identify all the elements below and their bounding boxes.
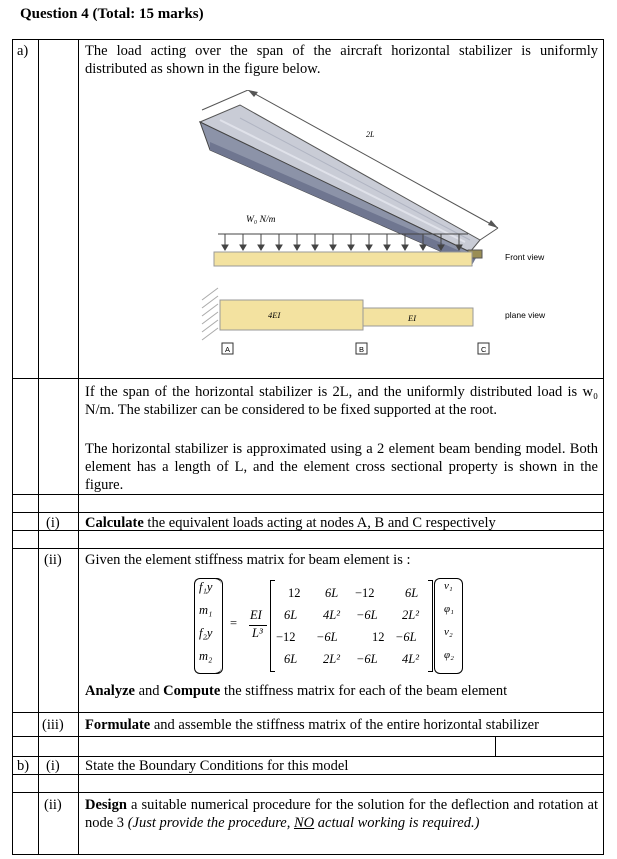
part-a-ii-conj: and [134,683,164,699]
lhs-f2y: f₂y [199,626,213,640]
part-a-ii-verb-2: Compute [163,683,221,699]
k-2-2: 12 [372,630,385,644]
rhs-phi2: φ₂ [444,649,454,661]
k-1-1: 4L² [323,608,340,622]
part-b-i-label: (i) [46,758,60,774]
k-3-2: −6L [356,652,378,666]
part-a-iii-question [85,716,539,734]
k-2-0: −12 [276,630,296,644]
part-b-ii-question [85,796,598,832]
k-3-1: 2L² [323,652,340,666]
part-a-label: a) [17,43,29,59]
coef-denominator: L³ [252,626,263,640]
part-a-ii-label: (ii) [44,552,62,568]
part-b-ii-note-a: (Just provide the procedure, [127,815,294,831]
k-1-3: 2L² [402,608,419,622]
part-a-ii-task [85,682,507,700]
k-0-3: 6L [405,586,419,600]
plane-view-label: plane view [505,310,546,320]
lhs-m2: m₂ [199,649,213,663]
part-a-i-label: (i) [46,515,60,531]
coef-numerator: EI [250,608,262,622]
part-a-ii-task-text: the stiffness matrix for each of the beam element [220,683,508,699]
part-b-ii-text: a suitable numerical procedure for the solution for the deflection and rotation at node 3 [85,797,598,831]
front-view-label: Front view [505,252,545,262]
k-1-2: −6L [356,608,378,622]
question-title: Question 4 (Total: 15 marks) [20,6,204,22]
k-1-0: 6L [284,608,298,622]
stiffness-matrix-equation: f₁y m₁ f₂y m₂ = EI L³ 12 6L −12 6L 6L 4L² −6L 2L² −12 −6L 12 −6L 6L 2L² −6L 4L² v₁ φ₁ v₂ φ₂ [190,578,490,676]
part-a-iii-label: (iii) [42,717,64,733]
rhs-phi1: φ₁ [444,603,454,615]
lhs-f1y: f₁y [199,580,213,594]
part-a-paragraph-2: The horizontal stabilizer is approximated using a 2 element beam bending model. Both element has a length of L, and the element cross sectional property is shown in the figure. [85,441,598,493]
part-a-i-question [85,514,496,532]
part-a-iii-verb: Formulate [85,717,151,733]
k-2-1: −6L [316,630,338,644]
k-3-0: 6L [284,652,298,666]
part-a-paragraph-1: If the span of the horizontal stabilizer is 2L, and the uniformly distributed load is w₀ N/m. The stabilizer can be considered to be fixed supported at the root. [85,384,598,418]
element-2-property: EI [408,313,417,323]
part-a-ii-question: Given the element stiffness matrix for beam element is : [85,552,411,568]
part-b-ii-note-b: actual working is required.) [314,815,480,831]
k-3-3: 4L² [402,652,419,666]
fixed-support-hatch [202,288,218,340]
element-2-rect [363,308,473,326]
node-a-label: A [225,345,231,354]
element-1-property: 4EI [268,310,281,320]
part-b-ii-note-no: NO [293,815,315,831]
k-0-0: 12 [288,586,301,600]
stabilizer-figure [180,90,600,370]
k-0-2: −12 [355,586,375,600]
part-b-ii-label: (ii) [44,797,62,813]
front-view-beam [214,252,472,266]
wing-drawing [200,90,498,265]
load-label: W₀ N/m [246,215,276,225]
node-b-label: B [359,345,365,354]
part-a-i-text: the equivalent loads acting at nodes A, B and C respectively [143,515,496,531]
part-b-ii-note [128,815,480,831]
rhs-v2: v₂ [444,626,453,638]
span-label: 2L [366,130,375,139]
element-1-rect [220,300,363,330]
part-b-i-question: State the Boundary Conditions for this model [85,758,349,774]
rhs-v1: v₁ [444,580,453,592]
node-c-label: C [481,345,487,354]
k-0-1: 6L [325,586,339,600]
part-a-intro: The load acting over the span of the aircraft horizontal stabilizer is uniformly distributed as shown in the figure below. [85,43,598,77]
part-b-label: b) [17,758,30,774]
part-a-iii-text: and assemble the stiffness matrix of the entire horizontal stabilizer [150,717,539,733]
lhs-m1: m₁ [199,603,213,617]
part-a-ii-verb-1: Analyze [85,683,135,699]
part-a-i-verb: Calculate [85,515,144,531]
k-2-3: −6L [395,630,417,644]
part-b-ii-verb: Design [85,797,127,813]
